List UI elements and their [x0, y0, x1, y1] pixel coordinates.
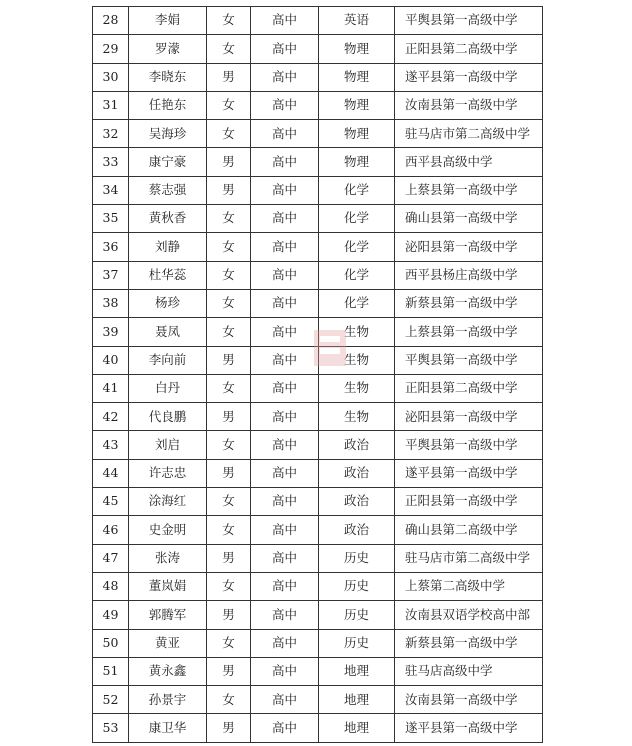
cell-name: 许志忠 [129, 459, 207, 487]
cell-school: 遂平县第一高级中学 [395, 714, 543, 742]
cell-subject: 物理 [319, 91, 395, 119]
cell-subject: 历史 [319, 572, 395, 600]
cell-subject: 政治 [319, 459, 395, 487]
cell-gender: 男 [207, 176, 251, 204]
table-row [93, 7, 543, 35]
cell-school: 确山县第二高级中学 [395, 516, 543, 544]
table-row [93, 289, 543, 317]
cell-no: 48 [93, 572, 129, 600]
cell-school: 平舆县第一高级中学 [395, 346, 543, 374]
table-row [93, 516, 543, 544]
cell-gender: 女 [207, 629, 251, 657]
cell-school: 泌阳县第一高级中学 [395, 233, 543, 261]
cell-name: 康宁豪 [129, 148, 207, 176]
cell-subject: 政治 [319, 516, 395, 544]
table-row [93, 148, 543, 176]
cell-gender: 女 [207, 318, 251, 346]
table-row [93, 63, 543, 91]
cell-level: 高中 [251, 346, 319, 374]
cell-level: 高中 [251, 176, 319, 204]
cell-name: 李晓东 [129, 63, 207, 91]
cell-subject: 政治 [319, 488, 395, 516]
table-row [93, 91, 543, 119]
cell-school: 确山县第一高级中学 [395, 205, 543, 233]
table-row [93, 176, 543, 204]
table-row [93, 261, 543, 289]
cell-subject: 历史 [319, 601, 395, 629]
cell-subject: 生物 [319, 374, 395, 402]
cell-school: 遂平县第一高级中学 [395, 63, 543, 91]
cell-level: 高中 [251, 544, 319, 572]
cell-no: 32 [93, 120, 129, 148]
table-row [93, 120, 543, 148]
cell-school: 汝南县第一高级中学 [395, 91, 543, 119]
cell-no: 41 [93, 374, 129, 402]
teacher-list-sheet [92, 6, 542, 743]
cell-level: 高中 [251, 91, 319, 119]
table-row [93, 601, 543, 629]
cell-level: 高中 [251, 148, 319, 176]
table-row [93, 233, 543, 261]
cell-gender: 男 [207, 459, 251, 487]
cell-gender: 女 [207, 488, 251, 516]
cell-level: 高中 [251, 318, 319, 346]
cell-no: 37 [93, 261, 129, 289]
cell-subject: 化学 [319, 233, 395, 261]
cell-gender: 女 [207, 261, 251, 289]
cell-level: 高中 [251, 7, 319, 35]
cell-gender: 女 [207, 289, 251, 317]
cell-subject: 地理 [319, 657, 395, 685]
table-row [93, 657, 543, 685]
cell-subject: 物理 [319, 120, 395, 148]
cell-no: 46 [93, 516, 129, 544]
cell-level: 高中 [251, 629, 319, 657]
cell-no: 34 [93, 176, 129, 204]
cell-gender: 女 [207, 572, 251, 600]
cell-gender: 男 [207, 714, 251, 742]
cell-level: 高中 [251, 374, 319, 402]
table-row [93, 686, 543, 714]
table-row [93, 374, 543, 402]
cell-subject: 政治 [319, 431, 395, 459]
cell-gender: 女 [207, 233, 251, 261]
cell-gender: 女 [207, 374, 251, 402]
cell-no: 35 [93, 205, 129, 233]
cell-name: 聂凤 [129, 318, 207, 346]
cell-level: 高中 [251, 120, 319, 148]
cell-school: 汝南县双语学校高中部 [395, 601, 543, 629]
cell-gender: 女 [207, 35, 251, 63]
cell-level: 高中 [251, 431, 319, 459]
cell-name: 黄秋香 [129, 205, 207, 233]
cell-level: 高中 [251, 516, 319, 544]
table-body [93, 7, 543, 743]
cell-school: 正阳县第二高级中学 [395, 35, 543, 63]
cell-school: 泌阳县第一高级中学 [395, 403, 543, 431]
cell-no: 43 [93, 431, 129, 459]
cell-gender: 女 [207, 7, 251, 35]
cell-no: 28 [93, 7, 129, 35]
cell-level: 高中 [251, 657, 319, 685]
cell-name: 黄永鑫 [129, 657, 207, 685]
cell-name: 涂海红 [129, 488, 207, 516]
cell-subject: 化学 [319, 261, 395, 289]
cell-subject: 地理 [319, 686, 395, 714]
cell-no: 39 [93, 318, 129, 346]
cell-no: 33 [93, 148, 129, 176]
cell-name: 李娟 [129, 7, 207, 35]
cell-no: 47 [93, 544, 129, 572]
table-row [93, 431, 543, 459]
cell-school: 上蔡县第一高级中学 [395, 176, 543, 204]
cell-school: 汝南县第一高级中学 [395, 686, 543, 714]
cell-level: 高中 [251, 261, 319, 289]
cell-school: 平舆县第一高级中学 [395, 7, 543, 35]
cell-name: 刘启 [129, 431, 207, 459]
cell-school: 上蔡县第一高级中学 [395, 318, 543, 346]
cell-gender: 男 [207, 601, 251, 629]
cell-level: 高中 [251, 403, 319, 431]
table-row [93, 629, 543, 657]
cell-subject: 历史 [319, 629, 395, 657]
cell-name: 刘静 [129, 233, 207, 261]
cell-name: 吴海珍 [129, 120, 207, 148]
cell-name: 张涛 [129, 544, 207, 572]
cell-no: 31 [93, 91, 129, 119]
cell-school: 驻马店高级中学 [395, 657, 543, 685]
cell-level: 高中 [251, 205, 319, 233]
cell-name: 蔡志强 [129, 176, 207, 204]
cell-subject: 化学 [319, 176, 395, 204]
cell-school: 遂平县第一高级中学 [395, 459, 543, 487]
cell-gender: 女 [207, 686, 251, 714]
cell-gender: 女 [207, 91, 251, 119]
cell-no: 30 [93, 63, 129, 91]
cell-level: 高中 [251, 63, 319, 91]
cell-no: 44 [93, 459, 129, 487]
cell-name: 白丹 [129, 374, 207, 402]
cell-subject: 地理 [319, 714, 395, 742]
cell-no: 52 [93, 686, 129, 714]
cell-no: 38 [93, 289, 129, 317]
table-row [93, 488, 543, 516]
table-row [93, 459, 543, 487]
cell-no: 51 [93, 657, 129, 685]
teacher-table [92, 6, 543, 743]
cell-level: 高中 [251, 572, 319, 600]
cell-subject: 化学 [319, 289, 395, 317]
cell-name: 董岚娟 [129, 572, 207, 600]
cell-school: 新蔡县第一高级中学 [395, 289, 543, 317]
cell-name: 康卫华 [129, 714, 207, 742]
cell-school: 西平县杨庄高级中学 [395, 261, 543, 289]
cell-subject: 物理 [319, 63, 395, 91]
cell-name: 李向前 [129, 346, 207, 374]
cell-no: 36 [93, 233, 129, 261]
cell-school: 平舆县第一高级中学 [395, 431, 543, 459]
table-row [93, 714, 543, 742]
cell-school: 新蔡县第一高级中学 [395, 629, 543, 657]
cell-subject: 英语 [319, 7, 395, 35]
table-row [93, 35, 543, 63]
cell-name: 杜华蕊 [129, 261, 207, 289]
cell-school: 西平县高级中学 [395, 148, 543, 176]
cell-gender: 男 [207, 63, 251, 91]
watermark-icon [310, 326, 350, 370]
cell-school: 正阳县第一高级中学 [395, 488, 543, 516]
cell-subject: 化学 [319, 205, 395, 233]
cell-level: 高中 [251, 35, 319, 63]
cell-school: 正阳县第二高级中学 [395, 374, 543, 402]
cell-no: 45 [93, 488, 129, 516]
cell-name: 代良鹏 [129, 403, 207, 431]
table-row [93, 544, 543, 572]
cell-name: 罗濛 [129, 35, 207, 63]
cell-no: 29 [93, 35, 129, 63]
cell-gender: 男 [207, 346, 251, 374]
cell-level: 高中 [251, 601, 319, 629]
cell-subject: 生物 [319, 346, 395, 374]
cell-level: 高中 [251, 459, 319, 487]
cell-gender: 女 [207, 516, 251, 544]
cell-no: 40 [93, 346, 129, 374]
cell-gender: 男 [207, 403, 251, 431]
cell-subject: 生物 [319, 318, 395, 346]
cell-no: 53 [93, 714, 129, 742]
table-row [93, 205, 543, 233]
table-row [93, 403, 543, 431]
cell-gender: 女 [207, 120, 251, 148]
cell-name: 郭腾军 [129, 601, 207, 629]
table-row [93, 572, 543, 600]
cell-no: 42 [93, 403, 129, 431]
cell-name: 黄亚 [129, 629, 207, 657]
cell-school: 驻马店市第二高级中学 [395, 120, 543, 148]
cell-gender: 女 [207, 431, 251, 459]
cell-gender: 女 [207, 205, 251, 233]
cell-gender: 男 [207, 148, 251, 176]
cell-level: 高中 [251, 289, 319, 317]
cell-level: 高中 [251, 686, 319, 714]
cell-level: 高中 [251, 714, 319, 742]
cell-subject: 物理 [319, 35, 395, 63]
cell-subject: 历史 [319, 544, 395, 572]
cell-level: 高中 [251, 488, 319, 516]
cell-name: 任艳东 [129, 91, 207, 119]
cell-level: 高中 [251, 233, 319, 261]
cell-gender: 男 [207, 544, 251, 572]
cell-subject: 生物 [319, 403, 395, 431]
cell-no: 50 [93, 629, 129, 657]
cell-school: 上蔡第二高级中学 [395, 572, 543, 600]
cell-gender: 男 [207, 657, 251, 685]
cell-subject: 物理 [319, 148, 395, 176]
cell-school: 驻马店市第二高级中学 [395, 544, 543, 572]
cell-name: 孙景宇 [129, 686, 207, 714]
cell-name: 史金明 [129, 516, 207, 544]
cell-name: 杨珍 [129, 289, 207, 317]
cell-no: 49 [93, 601, 129, 629]
